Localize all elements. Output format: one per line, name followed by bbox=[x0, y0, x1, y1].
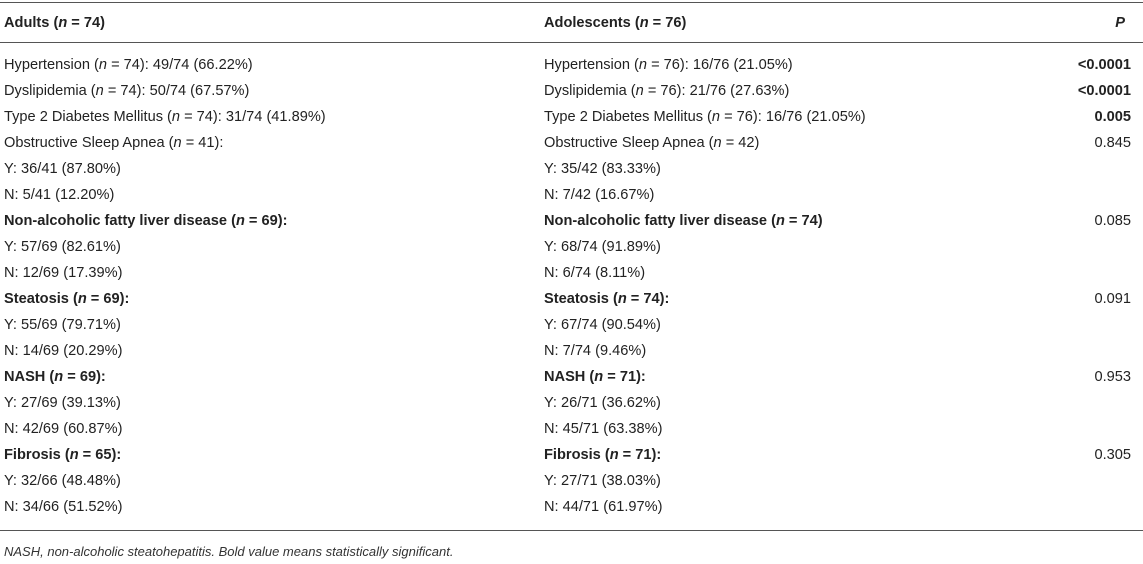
header-adults: Adults (n = 74) bbox=[4, 15, 105, 31]
cell-adults: Non-alcoholic fatty liver disease (n = 69): bbox=[4, 213, 288, 229]
cell-adults: Y: 57/69 (82.61%) bbox=[4, 239, 121, 255]
cell-p-value bbox=[1064, 260, 1143, 286]
table-row bbox=[0, 338, 1143, 364]
cell-p-value bbox=[1064, 234, 1143, 260]
cell-adolescents: Hypertension (n = 76): 16/76 (21.05%) bbox=[544, 57, 793, 73]
cell-p-value: 0.845 bbox=[1094, 135, 1131, 151]
cell-adults: Y: 32/66 (48.48%) bbox=[4, 473, 121, 489]
cell-p-value: <0.0001 bbox=[1077, 83, 1131, 99]
table-row bbox=[0, 234, 1143, 260]
table-row bbox=[0, 156, 1143, 182]
table-row bbox=[0, 312, 1143, 338]
cell-adolescents: Y: 27/71 (38.03%) bbox=[544, 473, 661, 489]
cell-adolescents: Fibrosis (n = 71): bbox=[544, 447, 662, 463]
cell-p-value bbox=[1064, 416, 1143, 442]
cell-adults: Y: 27/69 (39.13%) bbox=[4, 395, 121, 411]
cell-p-value bbox=[1064, 390, 1143, 416]
table-row-nafld bbox=[0, 208, 1143, 234]
table-row bbox=[0, 182, 1143, 208]
cell-adolescents: Type 2 Diabetes Mellitus (n = 76): 16/76 (21.05%) bbox=[544, 109, 866, 125]
cell-adolescents: N: 44/71 (61.97%) bbox=[544, 499, 663, 515]
cell-adults: N: 42/69 (60.87%) bbox=[4, 421, 123, 437]
cell-adults: Dyslipidemia (n = 74): 50/74 (67.57%) bbox=[4, 83, 250, 99]
cell-p-value: 0.953 bbox=[1094, 369, 1131, 385]
cell-adults: Obstructive Sleep Apnea (n = 41): bbox=[4, 135, 224, 151]
table-bottom-rule bbox=[0, 530, 1143, 531]
header-p-value: P bbox=[1115, 15, 1125, 31]
cell-adults: N: 12/69 (17.39%) bbox=[4, 265, 123, 281]
cell-adults: Type 2 Diabetes Mellitus (n = 74): 31/74 (41.89%) bbox=[4, 109, 326, 125]
cell-adolescents: N: 45/71 (63.38%) bbox=[544, 421, 663, 437]
cell-adolescents: Steatosis (n = 74): bbox=[544, 291, 670, 307]
cell-adults: NASH (n = 69): bbox=[4, 369, 106, 385]
cell-p-value bbox=[1064, 182, 1143, 208]
cell-adolescents: NASH (n = 71): bbox=[544, 369, 646, 385]
cell-p-value bbox=[1064, 338, 1143, 364]
cell-p-value: 0.085 bbox=[1094, 213, 1131, 229]
table-header-row bbox=[0, 0, 1143, 44]
cell-adults: N: 34/66 (51.52%) bbox=[4, 499, 123, 515]
cell-adolescents: Y: 26/71 (36.62%) bbox=[544, 395, 661, 411]
cell-adults: N: 5/41 (12.20%) bbox=[4, 187, 115, 203]
cell-adults: N: 14/69 (20.29%) bbox=[4, 343, 123, 359]
table-row-nash bbox=[0, 364, 1143, 390]
table-row-t2dm bbox=[0, 104, 1143, 130]
cell-adults: Y: 36/41 (87.80%) bbox=[4, 161, 121, 177]
cell-p-value: 0.305 bbox=[1094, 447, 1131, 463]
table-row bbox=[0, 390, 1143, 416]
cell-p-value: 0.005 bbox=[1094, 109, 1131, 125]
cell-adults: Hypertension (n = 74): 49/74 (66.22%) bbox=[4, 57, 253, 73]
cell-adolescents: Y: 67/74 (90.54%) bbox=[544, 317, 661, 333]
cell-adolescents: N: 7/42 (16.67%) bbox=[544, 187, 655, 203]
table-row bbox=[0, 260, 1143, 286]
cell-adults: Fibrosis (n = 65): bbox=[4, 447, 122, 463]
cell-adolescents: Y: 68/74 (91.89%) bbox=[544, 239, 661, 255]
cell-p-value bbox=[1064, 494, 1143, 520]
cell-p-value: 0.091 bbox=[1094, 291, 1131, 307]
table-row-steatosis bbox=[0, 286, 1143, 312]
cell-adolescents: N: 7/74 (9.46%) bbox=[544, 343, 647, 359]
table-row bbox=[0, 416, 1143, 442]
cell-p-value bbox=[1064, 312, 1143, 338]
header-adolescents: Adolescents (n = 76) bbox=[544, 15, 687, 31]
cell-adults: Y: 55/69 (79.71%) bbox=[4, 317, 121, 333]
table-row-hypertension bbox=[0, 44, 1143, 78]
cell-p-value bbox=[1064, 156, 1143, 182]
cell-adolescents: Non-alcoholic fatty liver disease (n = 74) bbox=[544, 213, 823, 229]
table-footnote: NASH, non-alcoholic steatohepatitis. Bold value means statistically significant. bbox=[4, 544, 454, 559]
cell-p-value: <0.0001 bbox=[1077, 57, 1131, 73]
table-row-dyslipidemia bbox=[0, 78, 1143, 104]
cell-adolescents: Dyslipidemia (n = 76): 21/76 (27.63%) bbox=[544, 83, 790, 99]
cell-p-value bbox=[1064, 468, 1143, 494]
cell-adolescents: N: 6/74 (8.11%) bbox=[544, 265, 646, 281]
cell-adolescents: Y: 35/42 (83.33%) bbox=[544, 161, 661, 177]
table-row bbox=[0, 468, 1143, 494]
table-row-osa bbox=[0, 130, 1143, 156]
cell-adults: Steatosis (n = 69): bbox=[4, 291, 130, 307]
table-row bbox=[0, 494, 1143, 520]
table-row-fibrosis bbox=[0, 442, 1143, 468]
cell-adolescents: Obstructive Sleep Apnea (n = 42) bbox=[544, 135, 760, 151]
